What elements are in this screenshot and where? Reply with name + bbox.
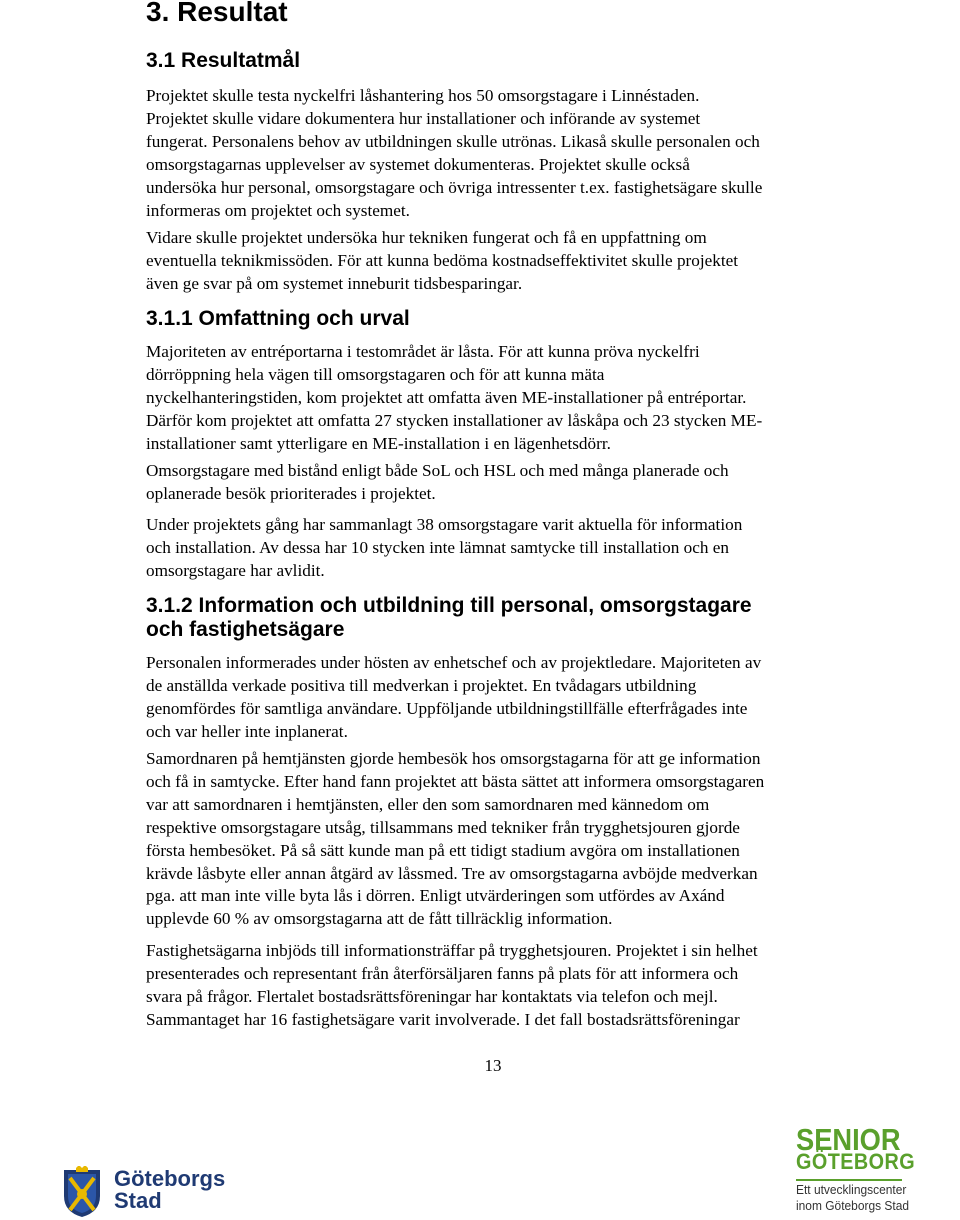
text-line: respektive omsorgstagare utsåg, tillsammans med tekniker från trygghetsjouren gjorde [146, 817, 740, 837]
paragraph-omfattning-1 [146, 341, 846, 456]
text-line: presenterades och representant från återförsäljaren fanns på plats för att informera och [146, 963, 739, 983]
text-line: Vidare skulle projektet undersöka hur tekniken fungerat och få en uppfattning om [146, 228, 707, 247]
subsection-heading-omfattning: 3.1.1 Omfattning och urval [146, 307, 410, 330]
text-line: undersöka hur personal, omsorgstagare och övriga intressenter t.ex. fastighetsägare skulle [146, 177, 763, 197]
text-line: Projektet skulle testa nyckelfri låshantering hos 50 omsorgstagare i Linnéstaden. [146, 86, 700, 105]
senior-logo-tagline [796, 1182, 909, 1214]
senior-goteborg-logo [790, 1124, 940, 1218]
page-heading: 3. Resultat [146, 0, 288, 27]
text-line: Samordnaren på hemtjänsten gjorde hembesök hos omsorgstagarna för att ge information [146, 749, 761, 768]
text-line: fungerat. Personalens behov av utbildningen skulle utrönas. Likaså skulle personalen och [146, 131, 760, 151]
text-line: upplevde 60 % av omsorgstagarna att de fått tillräcklig information. [146, 909, 613, 929]
senior-logo-title: SENIOR [796, 1122, 901, 1157]
heading-line: 3.1.2 Information och utbildning till personal, omsorgstagare [146, 594, 752, 617]
senior-logo-divider [796, 1179, 902, 1181]
goteborgs-stad-logo [62, 1166, 226, 1220]
text-line: nyckelhanteringstiden, kom projektet att omfatta även ME-installationer på entréportar. [146, 387, 747, 407]
senior-logo-subtitle: GÖTEBORG [796, 1149, 916, 1174]
logo-text-line: Göteborgs [114, 1166, 226, 1191]
text-line: eventuella teknikmissöden. För att kunna bedöma kostnadseffektivitet skulle projektet [146, 250, 739, 270]
text-line: omsorgstagarnas upplevelser av systemet dokumenteras. Projektet skulle också [146, 154, 690, 174]
text-line: dörröppning hela vägen till omsorgstagaren och för att kunna mäta [146, 364, 605, 384]
text-line: var att samordnaren i hemtjänsten, eller den som samordnaren med kännedom om [146, 794, 710, 814]
text-line: oplanerade besök prioriterades i projektet. [146, 483, 436, 503]
text-line: omsorgstagare har avlidit. [146, 560, 325, 580]
subsection-heading-information [146, 594, 752, 642]
paragraph-omfattning-2 [146, 460, 846, 506]
page-number: 13 [484, 1056, 502, 1075]
logo-text-line: Stad [114, 1188, 162, 1213]
text-line: Fastighetsägarna inbjöds till informationsträffar på trygghetsjouren. Projektet i sin helhet [146, 941, 758, 960]
text-line: Sammantaget har 16 fastighetsägare varit involverade. I det fall bostadsrättsföreningar [146, 1009, 740, 1029]
text-line: svara på frågor. Flertalet bostadsrättsföreningar har kontaktats via telefon och mejl. [146, 986, 718, 1006]
text-line: krävde låsbyte eller annan åtgärd av låssmed. Tre av omsorgstagarna avböjde medverkan [146, 863, 758, 883]
paragraph-intro-2 [146, 227, 846, 296]
text-line: och få in samtycke. Efter hand fann projektet att bästa sättet att informera omsorgstagaren [146, 771, 765, 791]
goteborg-crest-icon [62, 1166, 102, 1218]
text-line: och installation. Av dessa har 10 stycken inte lämnat samtycke till installation och en [146, 537, 729, 557]
text-line: Majoriteten av entréportarna i testområdet är låsta. För att kunna pröva nyckelfri [146, 342, 700, 361]
text-line: första hembesöket. På så sätt kunde man på ett tidigt stadium avgöra om installationen [146, 840, 740, 860]
tagline-line: inom Göteborgs Stad [796, 1198, 910, 1213]
text-line: pga. att man inte ville byta lås i dörren. Enligt utvärderingen som utfördes av Axánd [146, 886, 725, 906]
text-line: Därför kom projektet att omfatta 27 stycken installationer av låskåpa och 23 stycken ME- [146, 410, 763, 430]
text-line: informeras om projektet och systemet. [146, 200, 410, 220]
text-line: Projektet skulle vidare dokumentera hur installationer och införande av systemet [146, 108, 701, 128]
paragraph-omfattning-3 [146, 514, 846, 583]
text-line: Omsorgstagare med bistånd enligt både SoL och HSL och med många planerade och [146, 461, 729, 480]
text-line: de anställda verkade positiva till medverkan i projektet. En tvådagars utbildning [146, 675, 697, 695]
heading-line: och fastighetsägare [146, 618, 345, 641]
goteborgs-stad-wordmark [114, 1168, 225, 1212]
paragraph-information-2 [146, 748, 846, 931]
text-line: Personalen informerades under hösten av enhetschef och av projektledare. Majoriteten av [146, 653, 762, 672]
text-line: Under projektets gång har sammanlagt 38 omsorgstagare varit aktuella för information [146, 515, 743, 534]
text-line: även ge svar på om systemet inneburit tidsbesparingar. [146, 273, 523, 293]
paragraph-information-1 [146, 652, 846, 744]
section-heading: 3.1 Resultatmål [146, 49, 301, 72]
text-line: installationer samt ytterligare en ME-installation i en lägenhetsdörr. [146, 433, 611, 453]
paragraph-intro-1 [146, 85, 846, 222]
paragraph-information-3 [146, 940, 846, 1032]
tagline-line: Ett utvecklingscenter [796, 1182, 907, 1197]
text-line: genomfördes för samtliga användare. Uppföljande utbildningstillfälle efterfrågades inte [146, 698, 748, 718]
text-line: och var heller inte inplanerat. [146, 721, 348, 741]
